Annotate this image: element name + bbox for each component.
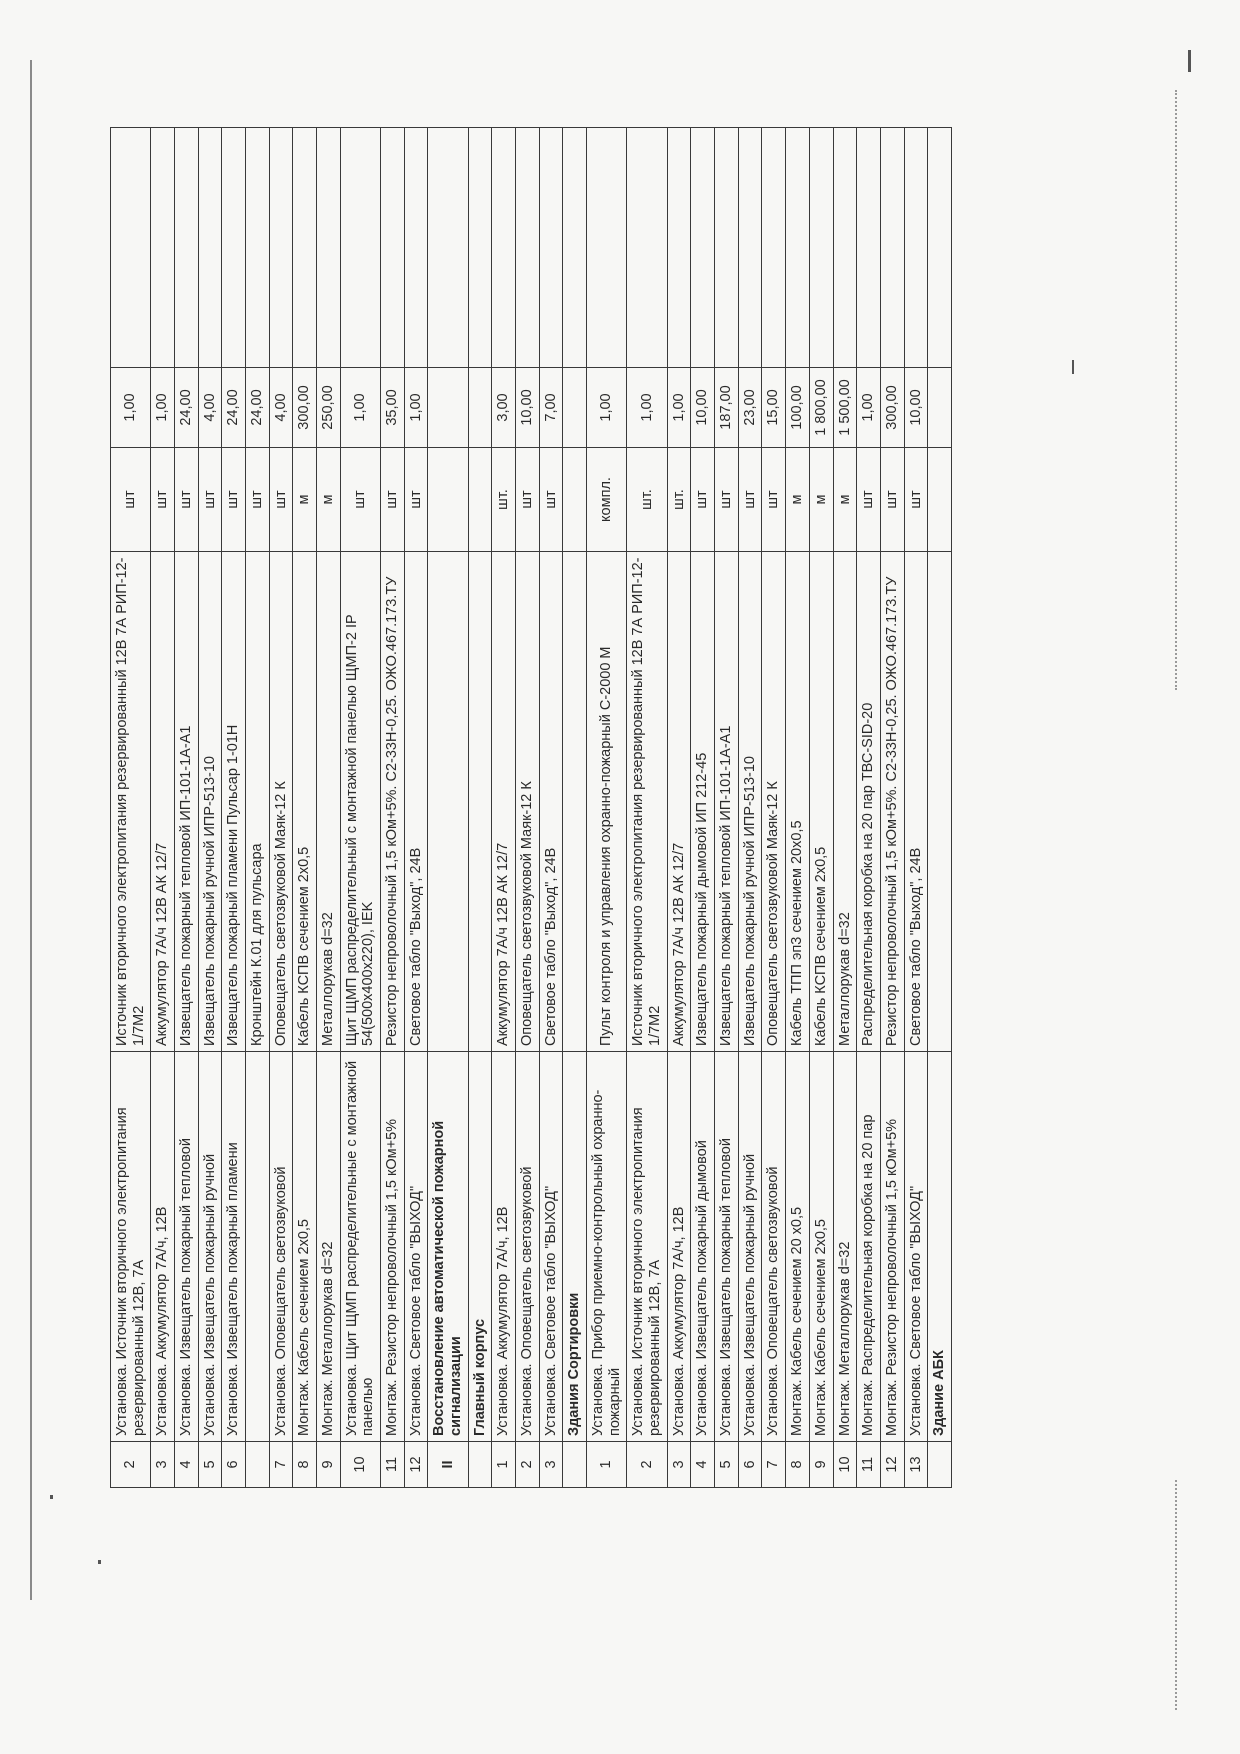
- unit-cell: шт: [516, 448, 540, 552]
- quantity-cell: 35,00: [381, 368, 405, 448]
- empty-cell: [738, 128, 762, 368]
- work-name-cell: Установка. Оповещатель светозвуковой: [516, 1052, 540, 1442]
- table-row: [833, 128, 857, 1488]
- row-number-cell: [928, 1442, 952, 1488]
- work-name-cell: Монтаж. Резистор непроволочный 1,5 кОм+5%: [381, 1052, 405, 1442]
- material-spec-cell: Металлорукав d=32: [317, 552, 341, 1052]
- work-name-cell: Установка. Аккумулятор 7А/ч, 12В: [151, 1052, 175, 1442]
- quantity-cell: [468, 368, 492, 448]
- row-number-cell: 4: [175, 1442, 199, 1488]
- quantity-cell: 1,00: [340, 368, 380, 448]
- material-spec-cell: Световое табло "Выход", 24В: [904, 552, 928, 1052]
- work-name-cell: Здания Сортировки: [563, 1052, 587, 1442]
- empty-cell: [762, 128, 786, 368]
- empty-cell: [381, 128, 405, 368]
- quantity-cell: [563, 368, 587, 448]
- quantity-cell: 4,00: [269, 368, 293, 448]
- empty-cell: [563, 128, 587, 368]
- unit-cell: шт: [738, 448, 762, 552]
- empty-cell: [667, 128, 691, 368]
- table-row: [269, 128, 293, 1488]
- row-number-cell: 3: [151, 1442, 175, 1488]
- empty-cell: [809, 128, 833, 368]
- table-row: [175, 128, 199, 1488]
- empty-cell: [340, 128, 380, 368]
- work-name-cell: Установка. Аккумулятор 7А/ч, 12В: [667, 1052, 691, 1442]
- quantity-cell: 1,00: [667, 368, 691, 448]
- row-number-cell: 11: [381, 1442, 405, 1488]
- row-number-cell: [563, 1442, 587, 1488]
- material-spec-cell: Пульт контроля и управления охранно-пожарный С-2000 М: [587, 552, 627, 1052]
- empty-cell: [198, 128, 222, 368]
- quantity-cell: 187,00: [715, 368, 739, 448]
- work-name-cell: Установка. Извещатель пожарный дымовой: [691, 1052, 715, 1442]
- empty-cell: [833, 128, 857, 368]
- unit-cell: шт: [340, 448, 380, 552]
- work-name-cell: Установка. Источник вторичного электропитания резервированный 12В, 7А: [111, 1052, 151, 1442]
- empty-cell: [293, 128, 317, 368]
- table-row: [404, 128, 428, 1488]
- estimate-table-body: [111, 128, 952, 1488]
- work-name-cell: Монтаж. Кабель сечением 2х0,5: [809, 1052, 833, 1442]
- material-spec-cell: Резистор непроволочный 1,5 кОм+5%. С2-33Н-0,25. ОЖО.467.173.ТУ: [381, 552, 405, 1052]
- unit-cell: шт: [111, 448, 151, 552]
- unit-cell: шт.: [627, 448, 667, 552]
- unit-cell: шт: [246, 448, 270, 552]
- row-number-cell: 10: [340, 1442, 380, 1488]
- unit-cell: шт: [880, 448, 904, 552]
- row-number-cell: 2: [627, 1442, 667, 1488]
- row-number-cell: 7: [762, 1442, 786, 1488]
- material-spec-cell: Источник вторичного электропитания резервированный 12В 7А РИП-12-1/7М2: [627, 552, 667, 1052]
- row-number-cell: 8: [786, 1442, 810, 1488]
- quantity-cell: 1 500,00: [833, 368, 857, 448]
- quantity-cell: 1 800,00: [809, 368, 833, 448]
- unit-cell: шт: [269, 448, 293, 552]
- unit-cell: шт.: [492, 448, 516, 552]
- table-row: [904, 128, 928, 1488]
- material-spec-cell: Источник вторичного электропитания резервированный 12В 7А РИП-12-1/7М2: [111, 552, 151, 1052]
- quantity-cell: 1,00: [857, 368, 881, 448]
- unit-cell: [928, 448, 952, 552]
- quantity-cell: 4,00: [198, 368, 222, 448]
- row-number-cell: 12: [404, 1442, 428, 1488]
- quantity-cell: [428, 368, 468, 448]
- unit-cell: шт: [151, 448, 175, 552]
- unit-cell: шт: [691, 448, 715, 552]
- unit-cell: шт: [762, 448, 786, 552]
- quantity-cell: 300,00: [293, 368, 317, 448]
- empty-cell: [627, 128, 667, 368]
- material-spec-cell: Световое табло "Выход", 24В: [404, 552, 428, 1052]
- empty-cell: [928, 128, 952, 368]
- scan-edge-line: [30, 60, 32, 1600]
- work-name-cell: Здание АБК: [928, 1052, 952, 1442]
- row-number-cell: 12: [880, 1442, 904, 1488]
- row-number-cell: 2: [111, 1442, 151, 1488]
- unit-cell: шт: [404, 448, 428, 552]
- empty-cell: [857, 128, 881, 368]
- section-row: [563, 128, 587, 1488]
- quantity-cell: 250,00: [317, 368, 341, 448]
- material-spec-cell: Кабель КСПВ сечением 2х0,5: [293, 552, 317, 1052]
- row-number-cell: [246, 1442, 270, 1488]
- material-spec-cell: Извещатель пожарный тепловой ИП-101-1А-А1: [715, 552, 739, 1052]
- material-spec-cell: Оповещатель светозвуковой Маяк-12 К: [762, 552, 786, 1052]
- work-name-cell: Установка. Извещатель пожарный ручной: [738, 1052, 762, 1442]
- row-number-cell: 6: [222, 1442, 246, 1488]
- work-name-cell: Главный корпус: [468, 1052, 492, 1442]
- scan-mark: [1072, 360, 1074, 374]
- work-name-cell: Установка. Извещатель пожарный тепловой: [715, 1052, 739, 1442]
- unit-cell: шт: [539, 448, 563, 552]
- table-row: [246, 128, 270, 1488]
- table-row: [381, 128, 405, 1488]
- quantity-cell: 100,00: [786, 368, 810, 448]
- row-number-cell: 5: [198, 1442, 222, 1488]
- material-spec-cell: Аккумулятор 7А/ч 12В АК 12/7: [492, 552, 516, 1052]
- row-number-cell: II: [428, 1442, 468, 1488]
- section-row: [928, 128, 952, 1488]
- unit-cell: м: [293, 448, 317, 552]
- unit-cell: компл.: [587, 448, 627, 552]
- table-row: [880, 128, 904, 1488]
- unit-cell: м: [317, 448, 341, 552]
- unit-cell: шт: [175, 448, 199, 552]
- table-row: [667, 128, 691, 1488]
- unit-cell: шт: [857, 448, 881, 552]
- work-name-cell: Установка. Оповещатель светозвуковой: [269, 1052, 293, 1442]
- work-name-cell: Установка. Оповещатель светозвуковой: [762, 1052, 786, 1442]
- empty-cell: [539, 128, 563, 368]
- quantity-cell: [928, 368, 952, 448]
- material-spec-cell: Аккумулятор 7А/ч 12В АК 12/7: [151, 552, 175, 1052]
- work-name-cell: Установка. Аккумулятор 7А/ч, 12В: [492, 1052, 516, 1442]
- empty-cell: [317, 128, 341, 368]
- quantity-cell: 24,00: [246, 368, 270, 448]
- material-spec-cell: Оповещатель светозвуковой Маяк-12 К: [269, 552, 293, 1052]
- work-name-cell: Монтаж. Металлорукав d=32: [833, 1052, 857, 1442]
- table-row: [587, 128, 627, 1488]
- unit-cell: шт: [222, 448, 246, 552]
- empty-cell: [516, 128, 540, 368]
- work-name-cell: Установка. Источник вторичного электропитания резервированный 12В, 7А: [627, 1052, 667, 1442]
- table-row: [222, 128, 246, 1488]
- scan-mark: [50, 1495, 53, 1499]
- material-spec-cell: Извещатель пожарный ручной ИПР-513-10: [198, 552, 222, 1052]
- table-row: [691, 128, 715, 1488]
- unit-cell: шт.: [667, 448, 691, 552]
- empty-cell: [222, 128, 246, 368]
- unit-cell: м: [809, 448, 833, 552]
- material-spec-cell: Распределительная коробка на 20 пар ТВС-SID-20: [857, 552, 881, 1052]
- material-spec-cell: Извещатель пожарный тепловой ИП-101-1А-А1: [175, 552, 199, 1052]
- empty-cell: [468, 128, 492, 368]
- table-row: [627, 128, 667, 1488]
- empty-cell: [269, 128, 293, 368]
- rotated-table-sheet: [110, 128, 1070, 1488]
- quantity-cell: 1,00: [627, 368, 667, 448]
- empty-cell: [880, 128, 904, 368]
- table-row: [715, 128, 739, 1488]
- quantity-cell: 10,00: [904, 368, 928, 448]
- quantity-cell: 3,00: [492, 368, 516, 448]
- row-number-cell: [468, 1442, 492, 1488]
- work-name-cell: Монтаж. Кабель сечением 20 х0,5: [786, 1052, 810, 1442]
- quantity-cell: 15,00: [762, 368, 786, 448]
- empty-cell: [786, 128, 810, 368]
- work-name-cell: Установка. Световое табло "ВЫХОД": [539, 1052, 563, 1442]
- table-row: [111, 128, 151, 1488]
- material-spec-cell: Извещатель пожарный дымовой ИП 212-45: [691, 552, 715, 1052]
- unit-cell: шт: [198, 448, 222, 552]
- work-name-cell: Монтаж. Металлорукав d=32: [317, 1052, 341, 1442]
- work-name-cell: Установка. Световое табло "ВЫХОД": [404, 1052, 428, 1442]
- row-number-cell: 9: [317, 1442, 341, 1488]
- quantity-cell: 10,00: [516, 368, 540, 448]
- row-number-cell: 13: [904, 1442, 928, 1488]
- table-row: [738, 128, 762, 1488]
- section-row: [468, 128, 492, 1488]
- work-name-cell: Установка. Извещатель пожарный тепловой: [175, 1052, 199, 1442]
- work-name-cell: Установка. Щит ЩМП распределительные с монтажной панелью: [340, 1052, 380, 1442]
- table-row: [786, 128, 810, 1488]
- empty-cell: [151, 128, 175, 368]
- quantity-cell: 1,00: [587, 368, 627, 448]
- row-number-cell: 10: [833, 1442, 857, 1488]
- work-name-cell: Монтаж. Кабель сечением 2х0,5: [293, 1052, 317, 1442]
- table-row: [293, 128, 317, 1488]
- scan-mark: [1188, 50, 1191, 72]
- quantity-cell: 1,00: [151, 368, 175, 448]
- row-number-cell: 1: [587, 1442, 627, 1488]
- scan-dots: [1175, 90, 1177, 690]
- empty-cell: [246, 128, 270, 368]
- material-spec-cell: Резистор непроволочный 1,5 кОм+5%. С2-33Н-0,25. ОЖО.467.173.ТУ: [880, 552, 904, 1052]
- row-number-cell: 1: [492, 1442, 516, 1488]
- unit-cell: шт: [381, 448, 405, 552]
- row-number-cell: 6: [738, 1442, 762, 1488]
- material-spec-cell: Аккумулятор 7А/ч 12В АК 12/7: [667, 552, 691, 1052]
- material-spec-cell: Кабель ТПП эп3 сечением 20х0,5: [786, 552, 810, 1052]
- work-name-cell: Монтаж. Резистор непроволочный 1,5 кОм+5%: [880, 1052, 904, 1442]
- row-number-cell: 3: [539, 1442, 563, 1488]
- table-row: [151, 128, 175, 1488]
- table-row: [809, 128, 833, 1488]
- estimate-table: [110, 127, 952, 1488]
- material-spec-cell: Оповещатель светозвуковой Маяк-12 К: [516, 552, 540, 1052]
- row-number-cell: 7: [269, 1442, 293, 1488]
- material-spec-cell: Световое табло "Выход", 24В: [539, 552, 563, 1052]
- row-number-cell: 2: [516, 1442, 540, 1488]
- material-spec-cell: Кронштейн К.01 для пульсара: [246, 552, 270, 1052]
- empty-cell: [715, 128, 739, 368]
- row-number-cell: 4: [691, 1442, 715, 1488]
- material-spec-cell: [468, 552, 492, 1052]
- section-row: [428, 128, 468, 1488]
- quantity-cell: 1,00: [404, 368, 428, 448]
- work-name-cell: Монтаж. Распределительная коробка на 20 пар: [857, 1052, 881, 1442]
- empty-cell: [691, 128, 715, 368]
- material-spec-cell: Щит ЩМП распределительный с монтажной панелью ЩМП-2 IP 54(500х400х220), IEK: [340, 552, 380, 1052]
- empty-cell: [111, 128, 151, 368]
- material-spec-cell: Металлорукав d=32: [833, 552, 857, 1052]
- empty-cell: [587, 128, 627, 368]
- table-row: [516, 128, 540, 1488]
- table-row: [539, 128, 563, 1488]
- row-number-cell: 9: [809, 1442, 833, 1488]
- quantity-cell: 24,00: [222, 368, 246, 448]
- table-row: [857, 128, 881, 1488]
- material-spec-cell: Кабель КСПВ сечением 2х0,5: [809, 552, 833, 1052]
- unit-cell: м: [833, 448, 857, 552]
- work-name-cell: Установка. Извещатель пожарный пламени: [222, 1052, 246, 1442]
- table-row: [492, 128, 516, 1488]
- quantity-cell: 300,00: [880, 368, 904, 448]
- quantity-cell: 7,00: [539, 368, 563, 448]
- unit-cell: м: [786, 448, 810, 552]
- table-row: [340, 128, 380, 1488]
- table-row: [762, 128, 786, 1488]
- empty-cell: [904, 128, 928, 368]
- empty-cell: [404, 128, 428, 368]
- material-spec-cell: Извещатель пожарный ручной ИПР-513-10: [738, 552, 762, 1052]
- unit-cell: [468, 448, 492, 552]
- scan-mark: [98, 1560, 101, 1564]
- row-number-cell: 5: [715, 1442, 739, 1488]
- unit-cell: [428, 448, 468, 552]
- work-name-cell: Установка. Световое табло "ВЫХОД": [904, 1052, 928, 1442]
- material-spec-cell: Извещатель пожарный пламени Пульсар 1-01Н: [222, 552, 246, 1052]
- work-name-cell: Восстановление автоматической пожарной сигнализации: [428, 1052, 468, 1442]
- work-name-cell: [246, 1052, 270, 1442]
- quantity-cell: 10,00: [691, 368, 715, 448]
- quantity-cell: 23,00: [738, 368, 762, 448]
- empty-cell: [175, 128, 199, 368]
- row-number-cell: 11: [857, 1442, 881, 1488]
- material-spec-cell: [563, 552, 587, 1052]
- unit-cell: шт: [715, 448, 739, 552]
- empty-cell: [492, 128, 516, 368]
- row-number-cell: 8: [293, 1442, 317, 1488]
- unit-cell: шт: [904, 448, 928, 552]
- material-spec-cell: [928, 552, 952, 1052]
- work-name-cell: Установка. Извещатель пожарный ручной: [198, 1052, 222, 1442]
- table-row: [198, 128, 222, 1488]
- quantity-cell: 24,00: [175, 368, 199, 448]
- unit-cell: [563, 448, 587, 552]
- scan-dots: [1175, 1480, 1177, 1710]
- row-number-cell: 3: [667, 1442, 691, 1488]
- quantity-cell: 1,00: [111, 368, 151, 448]
- work-name-cell: Установка. Прибор приемно-контрольный охранно-пожарный: [587, 1052, 627, 1442]
- table-row: [317, 128, 341, 1488]
- material-spec-cell: [428, 552, 468, 1052]
- empty-cell: [428, 128, 468, 368]
